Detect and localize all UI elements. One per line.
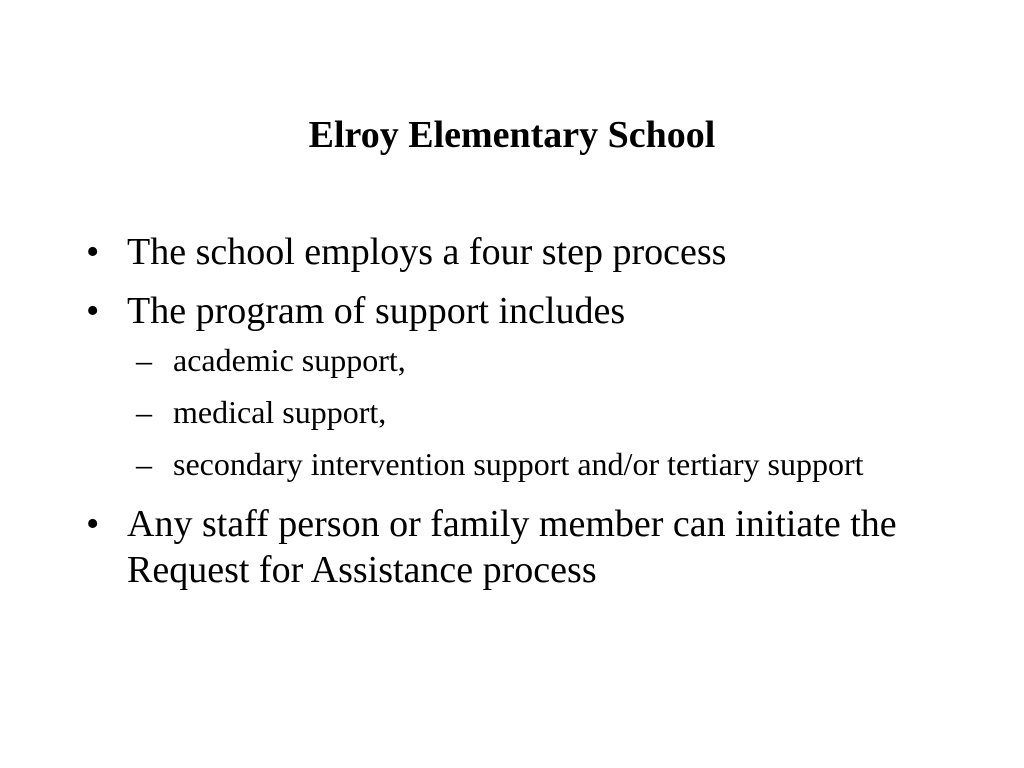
bullet-list — [84, 229, 964, 606]
bullet-item — [84, 288, 964, 483]
bullet-marker: • — [86, 231, 100, 273]
sub-bullet-marker: – — [136, 342, 152, 378]
bullet-text: The school employs a four step process — [127, 231, 727, 273]
sub-bullet-marker: – — [136, 394, 152, 430]
bullet-text: Any staff person or family member can initiate the Request for Assistance process — [127, 503, 897, 591]
sub-bullet-text: medical support, — [173, 394, 387, 430]
sub-bullet-item — [136, 445, 964, 483]
sub-bullet-marker: – — [136, 446, 152, 482]
bullet-item — [84, 229, 964, 275]
sub-bullet-list — [136, 341, 964, 483]
bullet-item — [84, 501, 964, 593]
bullet-text: The program of support includes — [127, 290, 626, 332]
sub-bullet-text: secondary intervention support and/or tertiary support — [173, 446, 864, 482]
bullet-marker: • — [86, 503, 100, 545]
bullet-marker: • — [86, 290, 100, 332]
sub-bullet-item — [136, 393, 964, 431]
sub-bullet-text: academic support, — [173, 342, 406, 378]
slide-title: Elroy Elementary School — [308, 114, 716, 156]
sub-bullet-item — [136, 341, 964, 379]
